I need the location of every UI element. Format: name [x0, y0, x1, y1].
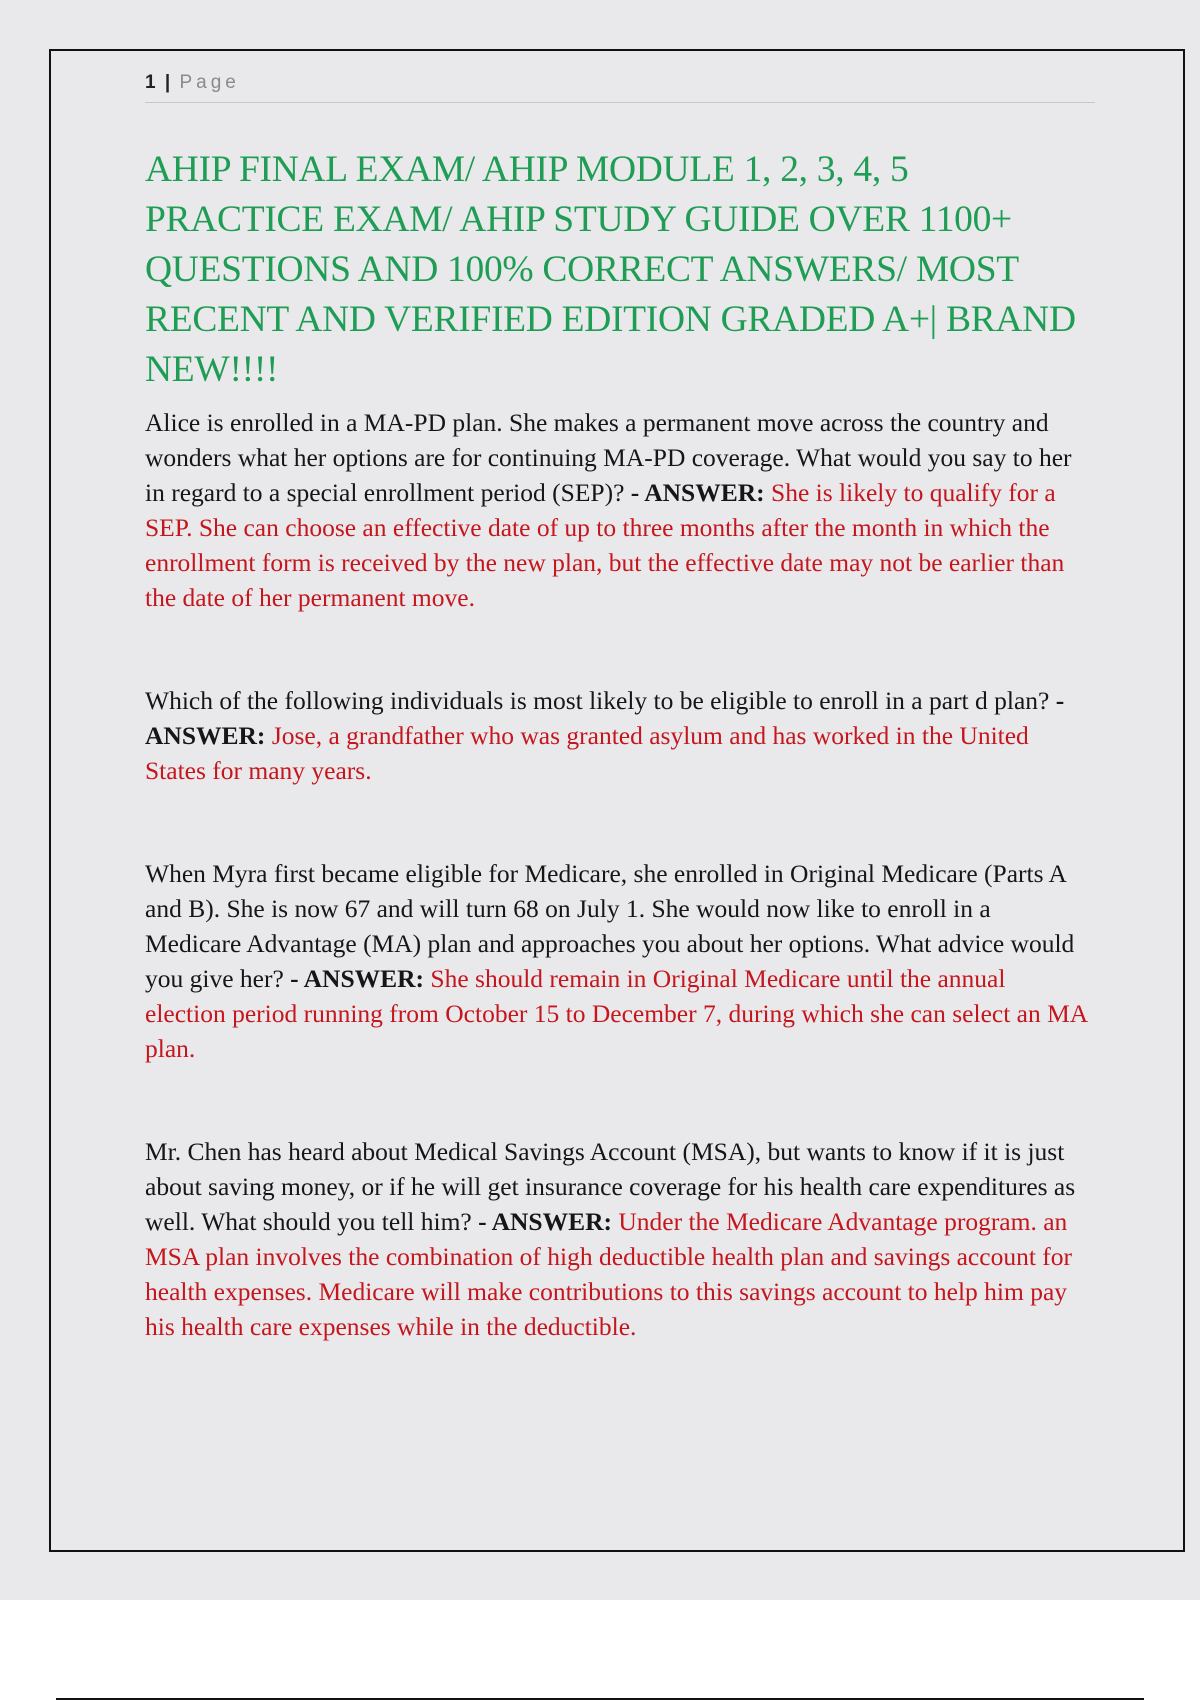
qa-item [145, 405, 1090, 615]
page-number: 1 [145, 72, 156, 93]
page-header [145, 72, 1095, 103]
question-text: Which of the following individuals is most likely to be eligible to enroll in a part d plan? [145, 686, 1050, 715]
answer-marker: - ANSWER: [290, 964, 425, 993]
qa-item [145, 683, 1090, 788]
page-header-separator: | [164, 72, 171, 93]
answer-marker: - ANSWER: [630, 478, 765, 507]
answer-text: Under the Medicare Advantage program. an MSA plan involves the combination of high deductible health plan and savings account for health expenses. Medicare will make contributions to this savings account to help him pay his health care expenses while in the deductible. [145, 1207, 1073, 1341]
qa-item [145, 856, 1090, 1066]
page-label: Page [179, 72, 240, 93]
answer-text: Jose, a grandfather who was granted asylum and has worked in the United States for many years. [145, 721, 1029, 785]
answer-marker: - ANSWER: [145, 686, 1065, 750]
question-text: When Myra first became eligible for Medicare, she enrolled in Original Medicare (Parts A and B). She is now 67 and will turn 68 on July 1. She would now like to enroll in a Medicare Advantage (MA) plan and approaches you about her options. What advice would you give her? [145, 859, 1075, 993]
question-text: Mr. Chen has heard about Medical Savings Account (MSA), but wants to know if it is just about saving money, or if he will get insurance coverage for his health care expenditures as well. What should you tell him? [145, 1137, 1076, 1236]
answer-marker: - ANSWER: [478, 1207, 612, 1236]
document-title: AHIP FINAL EXAM/ AHIP MODULE 1, 2, 3, 4, 5 PRACTICE EXAM/ AHIP STUDY GUIDE OVER 1100+ QUESTIONS AND 100% CORRECT ANSWERS/ MOST RECENT AND VERIFIED EDITION GRADED A+| BRAND NEW!!!! [145, 149, 1076, 390]
qa-item [145, 1134, 1090, 1344]
answer-text: She should remain in Original Medicare until the annual election period running from October 15 to December 7, during which she can select an MA plan. [145, 964, 1087, 1063]
answer-text: She is likely to qualify for a SEP. She can choose an effective date of up to three months after the month in which the enrollment form is received by the new plan, but the effective date may not be earlier than the date of her permanent move. [145, 478, 1065, 612]
document-body [145, 145, 1090, 1344]
question-text: Alice is enrolled in a MA-PD plan. She makes a permanent move across the country and wonders what her options are for continuing MA-PD coverage. What would you say to her in regard to a special enrollment period (SEP)? [145, 408, 1072, 507]
